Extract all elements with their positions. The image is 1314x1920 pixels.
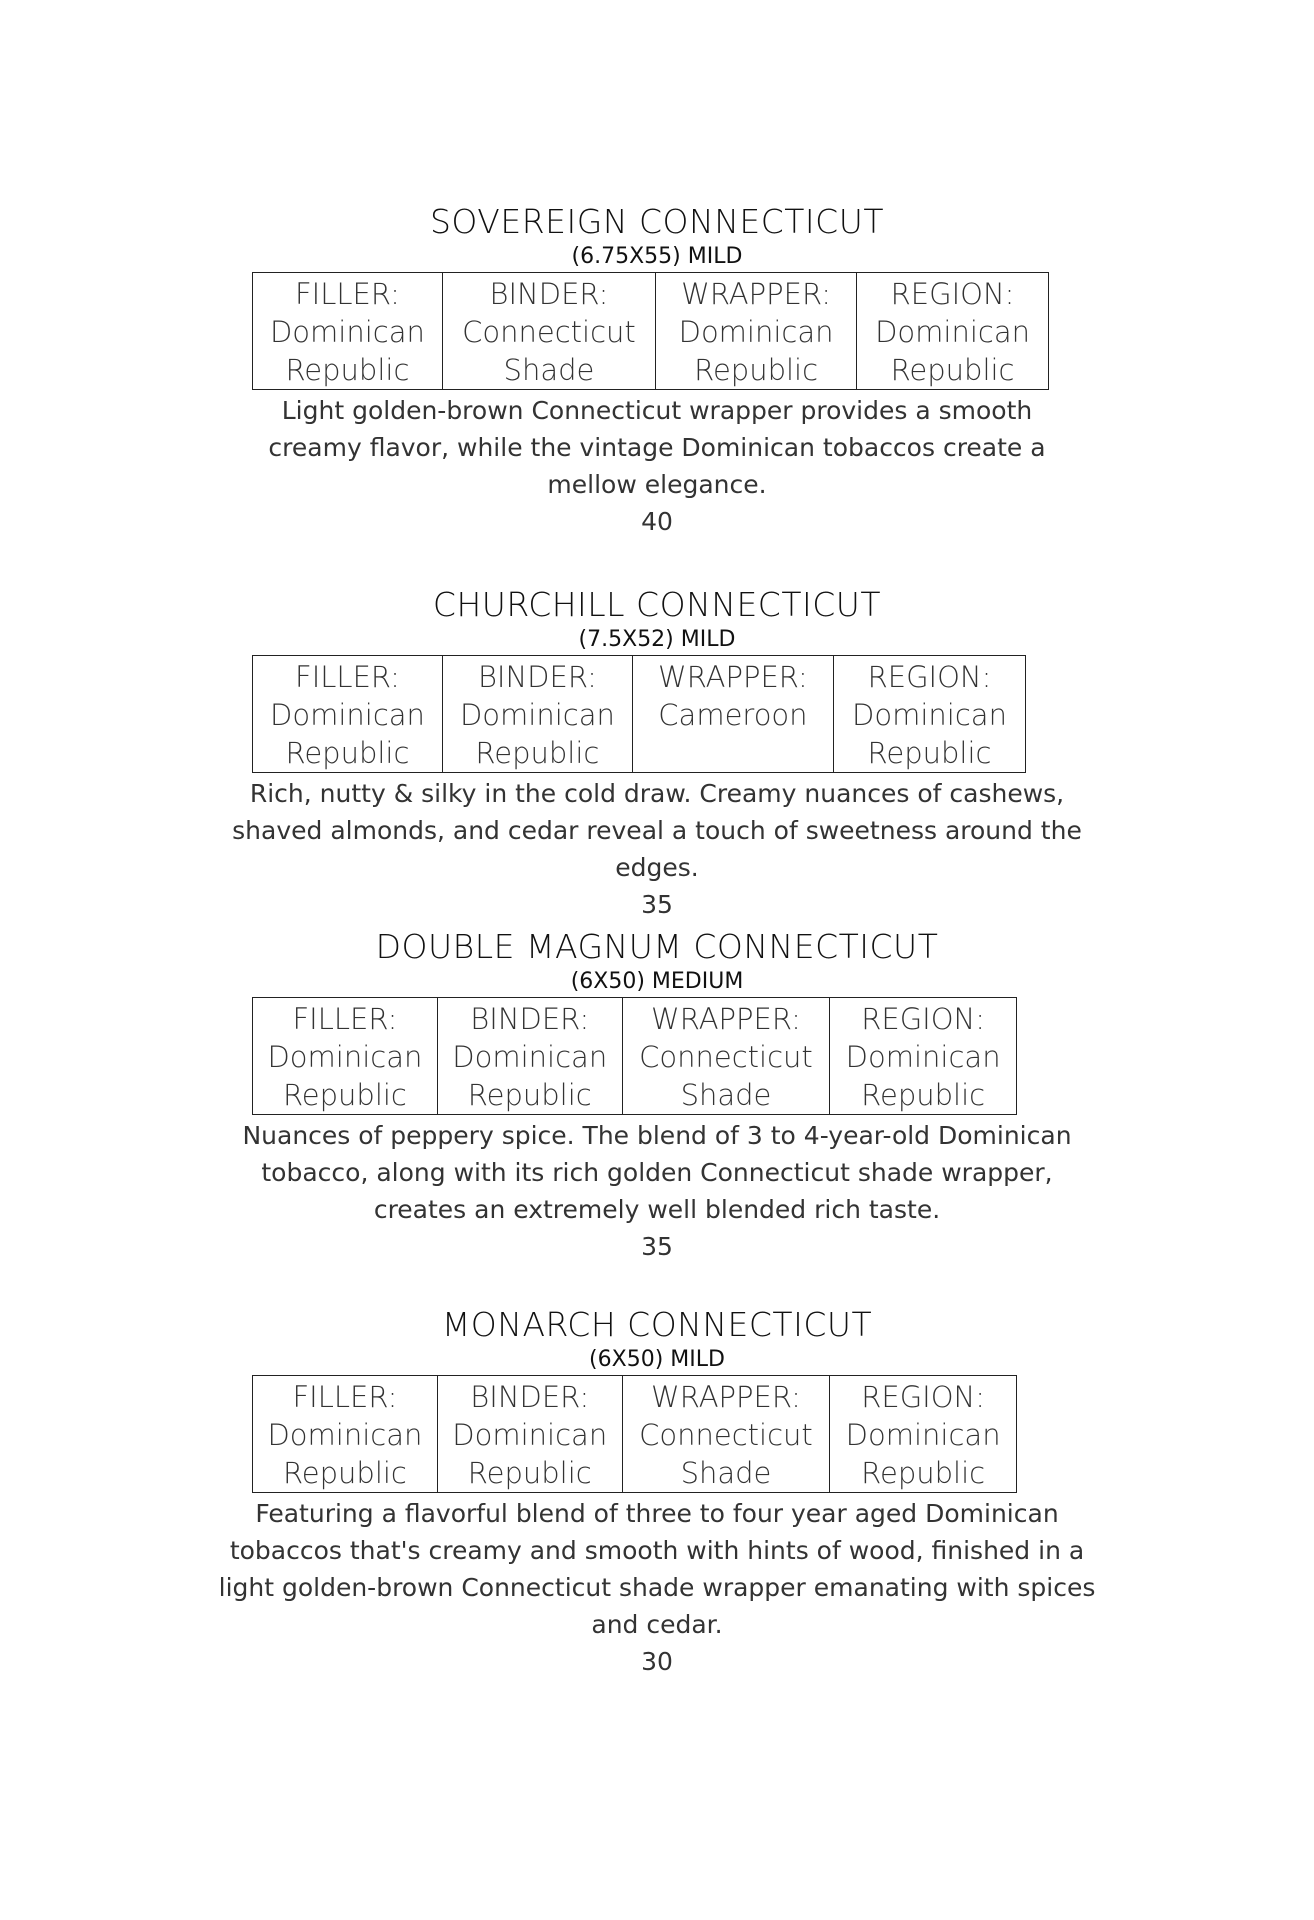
cigar-name: SOVEREIGN CONNECTICUT (429, 202, 885, 241)
spec-region (857, 273, 1049, 390)
specs-table (252, 272, 1049, 390)
spec-value: Connecticut (462, 315, 636, 349)
spec-value: Dominican (678, 315, 834, 349)
spec-value: Republic (285, 353, 410, 387)
spec-value: Republic (475, 736, 600, 770)
spec-value: Dominican (267, 1418, 423, 1452)
spec-value: Republic (467, 1078, 592, 1112)
spec-value: Dominican (452, 1040, 608, 1074)
spec-value: Shade (680, 1456, 772, 1490)
cigar-entry-sovereign (0, 202, 1314, 541)
spec-value: Dominican (845, 1040, 1001, 1074)
spec-label: FILLER: (294, 277, 400, 311)
cigar-price: 40 (641, 507, 673, 536)
spec-wrapper (632, 656, 833, 773)
cigar-size-strength: (6.75X55) MILD (571, 244, 743, 269)
spec-value: Republic (467, 1456, 592, 1490)
spec-label: REGION: (861, 1002, 986, 1036)
cigar-description: Light golden-brown Connecticut wrapper provides a smooth creamy flavor, while the vintage Dominican tobaccos create a mellow elegance. (268, 396, 1046, 499)
spec-label: WRAPPER: (651, 1380, 801, 1414)
spec-binder (437, 1376, 622, 1493)
spec-wrapper (656, 273, 857, 390)
spec-value: Republic (282, 1456, 407, 1490)
cigar-entry-monarch (0, 1305, 1314, 1681)
spec-binder (442, 656, 632, 773)
spec-value: Shade (680, 1078, 772, 1112)
spec-binder (437, 998, 622, 1115)
spec-filler (253, 656, 443, 773)
spec-filler (253, 998, 438, 1115)
spec-label: WRAPPER: (651, 1002, 801, 1036)
spec-label: WRAPPER: (658, 660, 808, 694)
cigar-price: 35 (641, 1232, 673, 1261)
spec-wrapper (622, 1376, 830, 1493)
spec-value: Dominican (852, 698, 1007, 732)
cigar-price: 30 (641, 1647, 673, 1676)
cigar-description: Rich, nutty & silky in the cold draw. Creamy nuances of cashews, shaved almonds, and cedar reveal a touch of sweetness around the edges. (232, 779, 1082, 882)
cigar-name: CHURCHILL CONNECTICUT (432, 585, 882, 624)
spec-value: Dominican (459, 698, 615, 732)
spec-label: FILLER: (292, 1380, 398, 1414)
spec-value: Cameroon (658, 698, 808, 732)
cigar-description: Nuances of peppery spice. The blend of 3 to 4-year-old Dominican tobacco, along with its rich golden Connecticut shade wrapper, creates an extremely well blended rich taste. (242, 1121, 1072, 1224)
spec-value: Dominican (875, 315, 1030, 349)
spec-wrapper (622, 998, 830, 1115)
specs-table (252, 655, 1026, 773)
spec-value: Dominican (269, 315, 425, 349)
specs-table (252, 1375, 1017, 1493)
spec-value: Republic (867, 736, 992, 770)
spec-value: Dominican (452, 1418, 608, 1452)
spec-label: FILLER: (295, 660, 400, 694)
spec-filler (253, 1376, 438, 1493)
cigar-size-strength: (6X50) MEDIUM (570, 969, 744, 994)
cigar-description: Featuring a flavorful blend of three to four year aged Dominican tobaccos that's creamy and smooth with hints of wood, finished in a light golden-brown Connecticut shade wrapper emanating with spices and cedar. (218, 1499, 1096, 1639)
spec-filler (253, 273, 443, 390)
cigar-entry-double-magnum (0, 927, 1314, 1266)
spec-binder (442, 273, 655, 390)
spec-value: Shade (503, 353, 595, 387)
spec-value: Dominican (845, 1418, 1001, 1452)
spec-value: Republic (861, 1078, 986, 1112)
spec-value: Connecticut (639, 1418, 813, 1452)
cigar-size-strength: (6X50) MILD (589, 1347, 725, 1372)
spec-value: Republic (694, 353, 819, 387)
spec-region (830, 1376, 1017, 1493)
spec-label: REGION: (867, 660, 992, 694)
spec-region (833, 656, 1025, 773)
cigar-name: DOUBLE MAGNUM CONNECTICUT (375, 927, 939, 966)
spec-value: Republic (890, 353, 1015, 387)
spec-label: WRAPPER: (681, 277, 831, 311)
cigar-entry-churchill (0, 585, 1314, 924)
spec-value: Dominican (270, 698, 425, 732)
cigar-price: 35 (641, 890, 673, 919)
spec-label: BINDER: (470, 1380, 590, 1414)
spec-value: Republic (861, 1456, 986, 1490)
spec-region (830, 998, 1017, 1115)
spec-label: BINDER: (477, 660, 597, 694)
spec-label: REGION: (861, 1380, 986, 1414)
spec-label: FILLER: (292, 1002, 398, 1036)
spec-label: REGION: (890, 277, 1015, 311)
spec-value: Republic (282, 1078, 407, 1112)
spec-value: Dominican (267, 1040, 423, 1074)
specs-table (252, 997, 1017, 1115)
spec-label: BINDER: (489, 277, 609, 311)
spec-value: Republic (285, 736, 410, 770)
spec-label: BINDER: (470, 1002, 590, 1036)
cigar-name: MONARCH CONNECTICUT (441, 1305, 873, 1344)
cigar-size-strength: (7.5X52) MILD (578, 627, 736, 652)
spec-value: Connecticut (639, 1040, 813, 1074)
